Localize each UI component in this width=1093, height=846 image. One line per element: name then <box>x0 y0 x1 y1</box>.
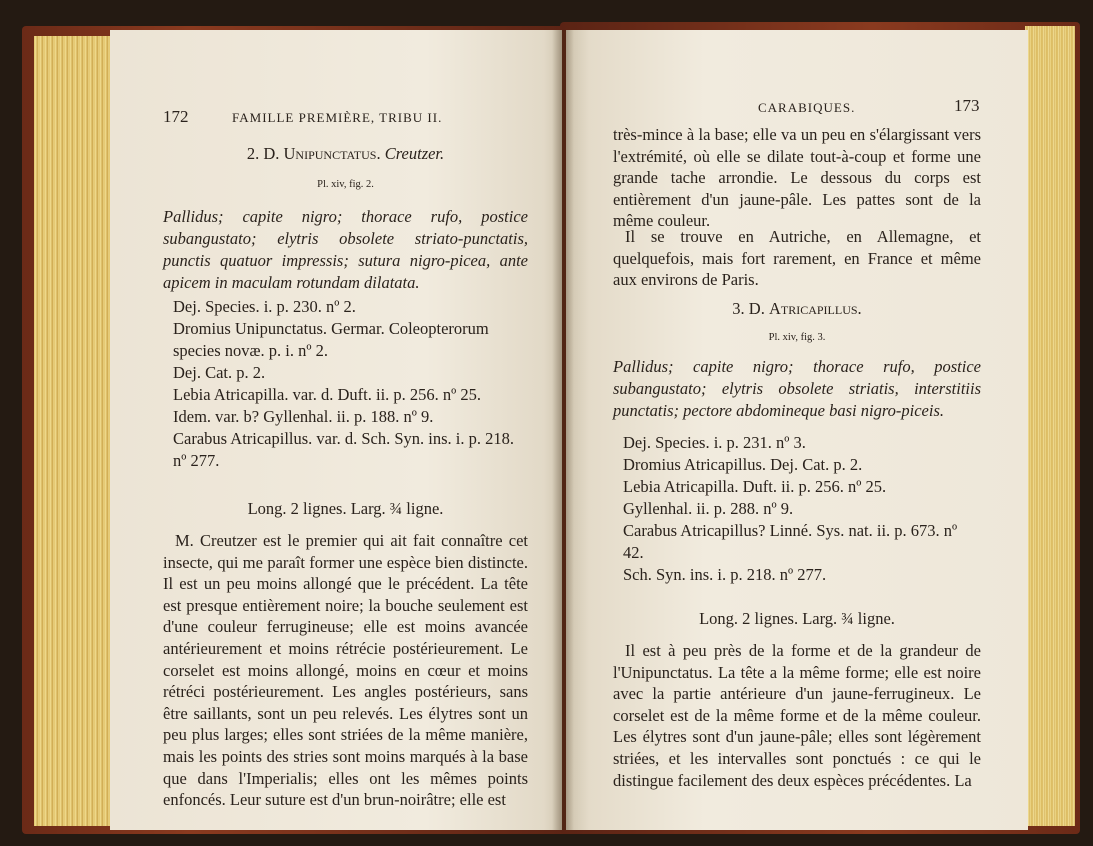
page-number-left: 172 <box>163 107 189 126</box>
reference-3: Dej. Cat. p. 2. <box>173 363 266 382</box>
diagnosis-left: Pallidus; capite nigro; thorace rufo, postice subangustato; elytris obsolete striato-punctatis, punctis quatuor impressis; sutura nigro-picea, ante apicem in maculam rotundam dilatata. <box>163 207 528 292</box>
reference-5: Idem. var. b? Gyllenhal. ii. p. 188. nº 9. <box>173 407 434 426</box>
page-edges-left <box>34 36 114 826</box>
reference-1: Dej. Species. i. p. 230. nº 2. <box>173 297 356 316</box>
references-right <box>613 432 981 586</box>
running-head-left: FAMILLE PREMIÈRE, TRIBU II. <box>232 110 443 125</box>
plate-reference-right: Pl. xiv, fig. 3. <box>768 332 826 343</box>
species-name: Unipunctatus. <box>283 144 381 163</box>
reference-2: Dromius Unipunctatus. Germar. Coleopterorum species novæ. p. i. nº 2. <box>173 319 489 360</box>
species-title-right <box>613 298 981 319</box>
page-edges-right <box>1025 26 1075 826</box>
species-author: Creutzer. <box>384 144 445 163</box>
reference-6: Sch. Syn. ins. i. p. 218. nº 277. <box>623 565 827 584</box>
species-number: 3. D. <box>732 299 765 318</box>
continuation-right: très-mince à la base; elle va un peu en s'élargissant vers l'extrémité, où elle se dilate tout-à-coup et forme une grande tache arrondie. Le dessous du corps est entièrement d'un jaune-pâle. Les pattes sont de la même couleur. <box>613 125 981 231</box>
habitat-right: Il se trouve en Autriche, en Allemagne, et quelquefois, mais fort rarement, en France et même aux environs de Paris. <box>613 227 981 290</box>
measurements-right: Long. 2 lignes. Larg. ¾ ligne. <box>699 609 895 628</box>
species-name: Atricapillus. <box>768 299 862 318</box>
page-number-right: 173 <box>954 96 980 115</box>
reference-4: Lebia Atricapilla. var. d. Duft. ii. p. 256. nº 25. <box>173 385 482 404</box>
reference-4: Gyllenhal. ii. p. 288. nº 9. <box>623 499 794 518</box>
book-gutter <box>552 30 574 830</box>
measurements-left: Long. 2 lignes. Larg. ¾ ligne. <box>247 499 444 518</box>
plate-reference-left: Pl. xiv, fig. 2. <box>317 179 374 190</box>
species-number: 2. D. <box>246 144 280 163</box>
description-left: M. Creutzer est le premier qui ait fait connaître cet insecte, qui me paraît former une espèce bien distincte. Il est un peu moins allongé que le précédent. La tête est presque entièrement noire; la bouche seulement est d'une couleur ferrugineuse; elle est moins avancée antérieurement et moins rétrécie postérieurement. Le corselet est moins allongé, moins en cœur et moins rétréci postérieurement. Les angles postérieurs, sans être saillants, sont un peu relevés. Les élytres sont un peu plus larges; elles sont striées de la même manière, mais les points des stries sont moins marqués à la base que dans l'Imperialis; elles ont les mêmes points enfoncés. Leur suture est d'un brun-noirâtre; elle est <box>163 531 528 810</box>
reference-6: Carabus Atricapillus. var. d. Sch. Syn. ins. i. p. 218. nº 277. <box>173 429 514 470</box>
description-right: Il est à peu près de la forme et de la grandeur de l'Unipunctatus. La tête a la même forme; elle est noire avec la partie antérieure d'un jaune-ferrugineux. Le corselet est de la même forme et de la même couleur. Les élytres sont d'un jaune-pâle; elles sont légèrement striées, et les intervalles sont ponctués : ce qui le distingue facilement des deux espèces précédentes. La <box>613 641 981 790</box>
reference-2: Dromius Atricapillus. Dej. Cat. p. 2. <box>623 455 863 474</box>
reference-1: Dej. Species. i. p. 231. nº 3. <box>623 433 806 452</box>
reference-3: Lebia Atricapilla. Duft. ii. p. 256. nº 25. <box>623 477 887 496</box>
references-left <box>163 296 528 472</box>
species-title-left <box>163 143 528 164</box>
diagnosis-right: Pallidus; capite nigro; thorace rufo, postice subangustato; elytris obsolete striatis, interstitiis punctatis; pectore abdomineque basi nigro-piceis. <box>613 357 981 420</box>
running-head-right: CARABIQUES. <box>758 100 856 115</box>
reference-5: Carabus Atricapillus? Linné. Sys. nat. ii. p. 673. nº 42. <box>623 521 958 562</box>
